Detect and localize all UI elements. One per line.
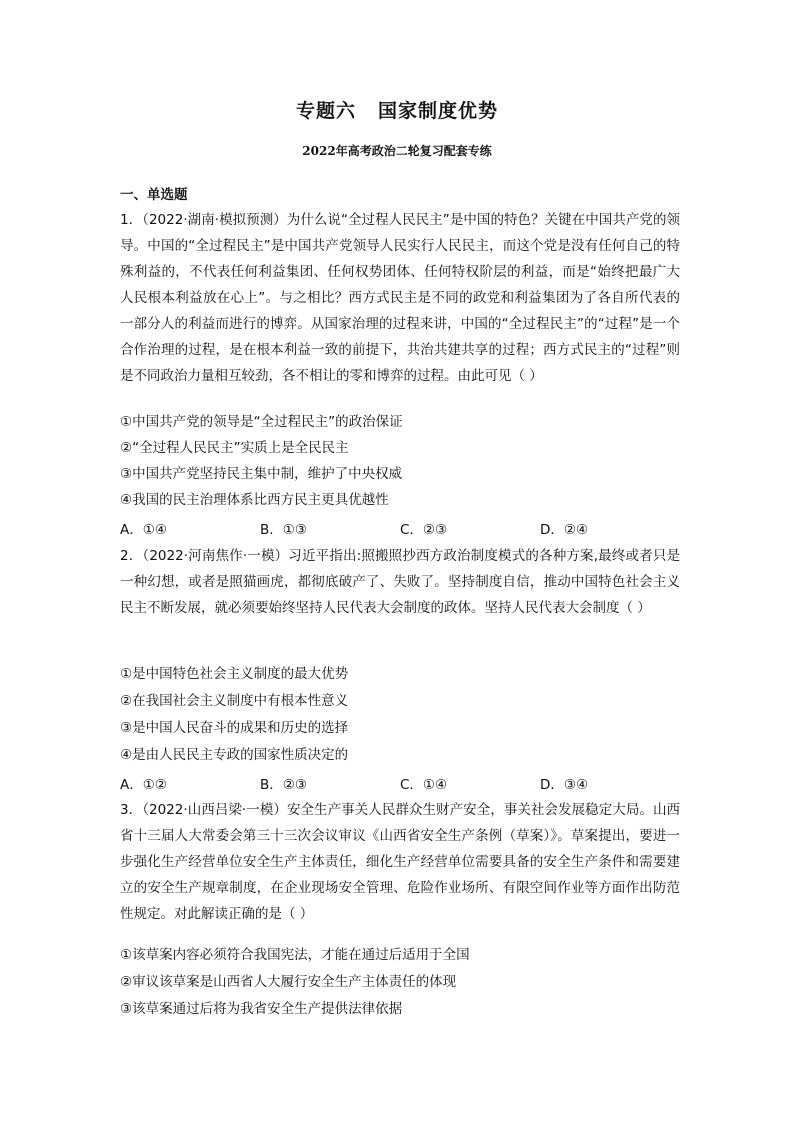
question-1-choices: [120, 518, 680, 538]
question-3-text: 3．（2022·山西吕梁·一模）安全生产事关人民群众生财产安全，事关社会发展稳定大局。山西省十三届人大常委会第三十三次会议审议《山西省安全生产条例（草案）》。草案提出，要进一步强化生产经营单位安全生产主体责任，细化生产经营单位需要具备的安全生产条件和需要建立的安全生产规章制度，在企业现场安全管理、危险作业场所、有限空间作业等方面作出防范性规定。对此解读正确的是（ ）: [120, 802, 680, 922]
question-1-option-3: ③中国共产党坚持民主集中制，维护了中央权威: [120, 466, 403, 482]
question-3-option-2: ②审议该草案是山西省人大履行安全生产主体责任的体现: [120, 974, 457, 990]
question-1-text: 1．（2022·湖南·模拟预测）为什么说“全过程人民民主”是中国的特色？关键在中国共产党的领导。中国的“全过程民主”是中国共产党领导人民实行人民民主，而这个党是没有任何自己的特殊利益的，不代表任何利益集团、任何权势团体、任何特权阶层的利益，而是“始终把最广大人民根本利益放在心上”。与之相比？西方式民主是不同的政党和利益集团为了各自所代表的一部分人的利益而进行的博弈。从国家治理的过程来讲，中国的“全过程民主”的“过程”是一个合作治理的过程，是在根本利益一致的前提下，共治共建共享的过程；西方式民主的“过程”则是不同政治力量相互较劲，各不相让的零和博弈的过程。由此可见（ ）: [120, 212, 680, 384]
question-2-choice-d[interactable]: D．③④: [540, 777, 589, 793]
question-2-choice-c[interactable]: C．①④: [400, 777, 448, 793]
question-1-option-2: ②“全过程人民民主”实质上是全民民主: [120, 440, 349, 456]
question-1-choice-a[interactable]: A．①④: [120, 522, 167, 538]
question-1-choice-d[interactable]: D．②④: [540, 522, 589, 538]
question-2-option-1: ①是中国特色社会主义制度的最大优势: [120, 666, 349, 682]
question-2-text: 2．（2022·河南焦作·一模）习近平指出:照搬照抄西方政治制度模式的各种方案,最终或者只是一种幻想，或者是照猫画虎，都彻底破产了、失败了。坚持制度自信，推动中国特色社会主义民主不断发展，就必须要始终坚持人民代表大会制度的政体。坚持人民代表大会制度（ ）: [120, 548, 680, 616]
question-3-option-3: ③该草案通过后将为我省安全生产提供法律依据: [120, 1001, 403, 1017]
question-2-choices: [120, 773, 680, 793]
page-title: [0, 96, 794, 123]
question-1-choice-b[interactable]: B．①③: [260, 522, 307, 538]
question-2-option-4: ④是由人民民主专政的国家性质决定的: [120, 747, 349, 763]
question-2-option-2: ②在我国社会主义制度中有根本性意义: [120, 693, 349, 709]
question-1-option-4: ④我国的民主治理体系比西方民主更具优越性: [120, 492, 389, 508]
question-1-option-1: ①中国共产党的领导是“全过程民主”的政治保证: [120, 414, 403, 430]
question-2-choice-b[interactable]: B．②③: [260, 777, 307, 793]
page-subtitle: 2022年高考政治二轮复习配套专练: [302, 144, 492, 158]
question-2-choice-a[interactable]: A．①②: [120, 777, 167, 793]
title-part-1: 专题六: [295, 100, 356, 122]
question-1-choice-c[interactable]: C．②③: [400, 522, 448, 538]
section-heading: 一、单选题: [120, 187, 188, 203]
question-2-option-3: ③是中国人民奋斗的成果和历史的选择: [120, 720, 349, 736]
question-3-option-1: ①该草案内容必须符合我国宪法，才能在通过后适用于全国: [120, 947, 470, 963]
title-part-2: 国家制度优势: [378, 100, 499, 122]
